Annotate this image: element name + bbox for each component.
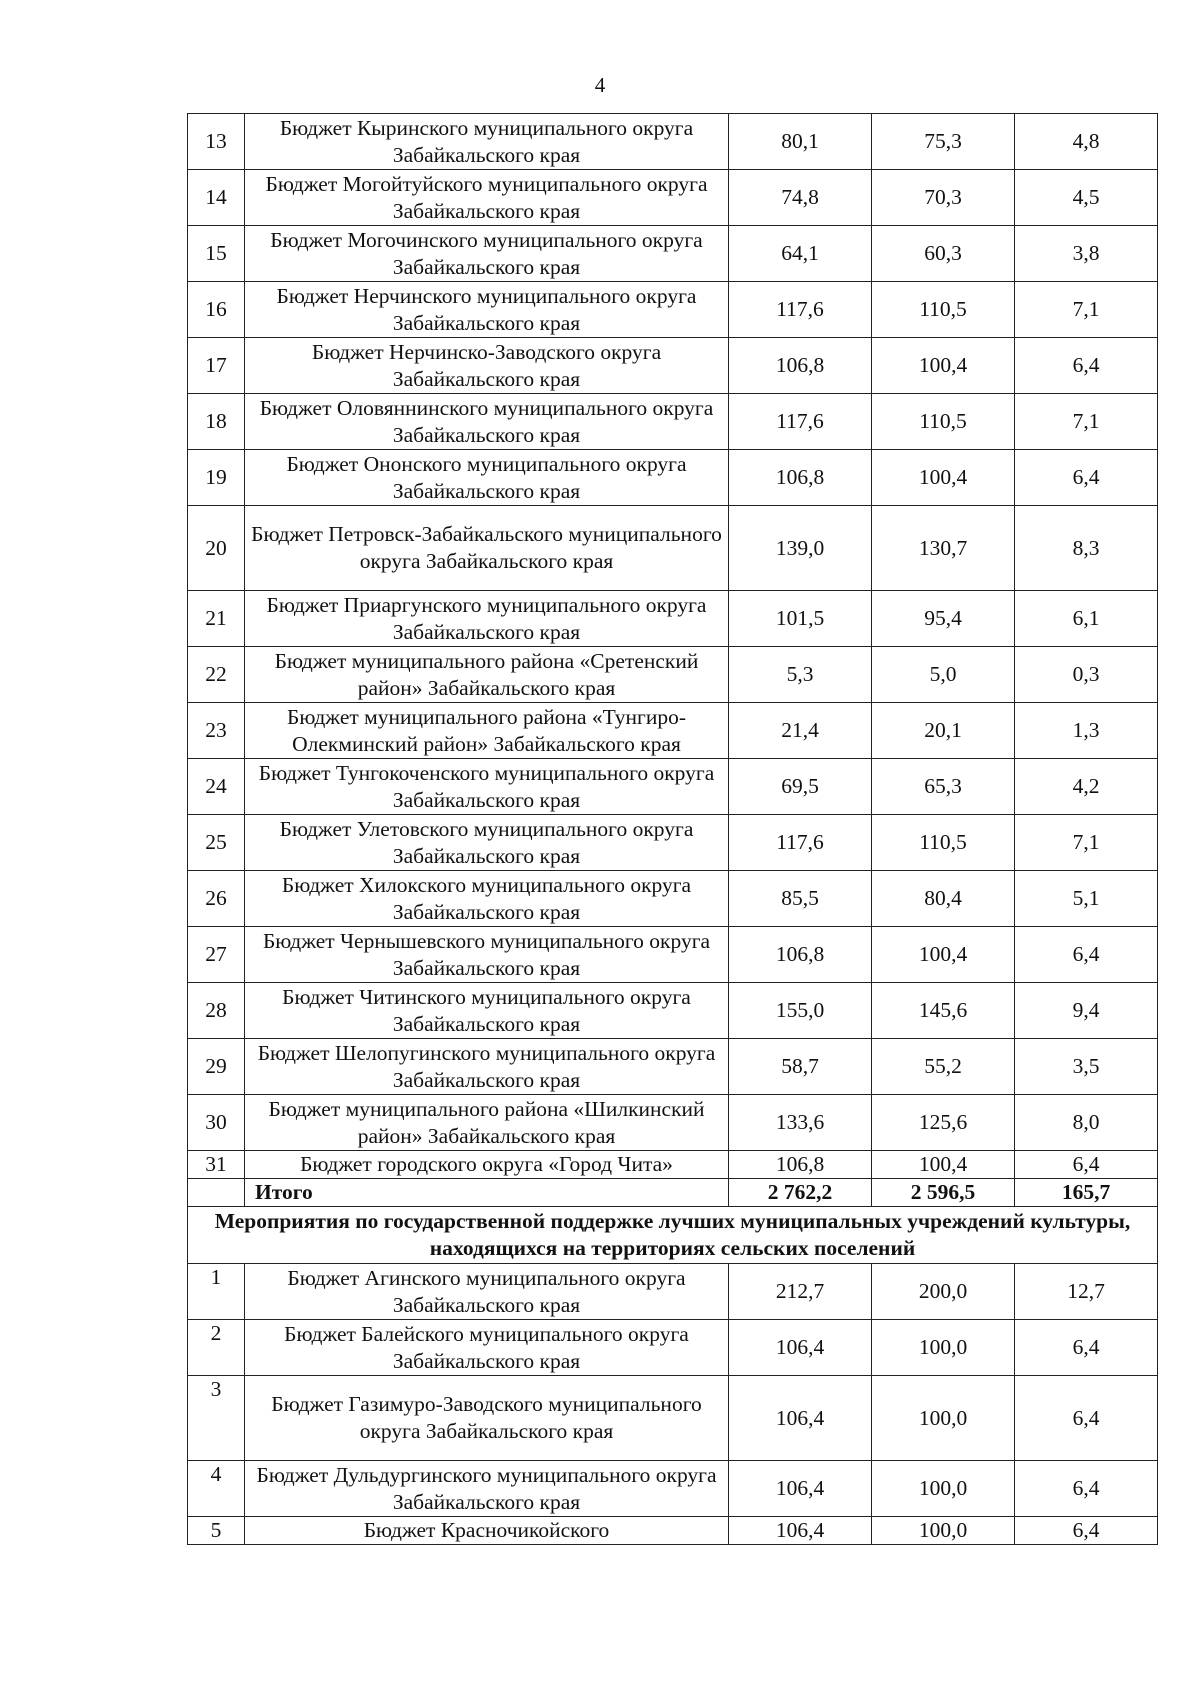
value-total: 117,6 xyxy=(729,815,872,871)
table-row xyxy=(188,1376,1158,1461)
row-number: 4 xyxy=(188,1461,245,1517)
table-row xyxy=(188,1517,1158,1545)
table-row xyxy=(188,506,1158,591)
value-regional: 4,8 xyxy=(1015,114,1158,170)
value-federal: 55,2 xyxy=(872,1039,1015,1095)
table-row xyxy=(188,1320,1158,1376)
value-total: 5,3 xyxy=(729,647,872,703)
recipient-name: Бюджет Кыринского муниципального округа Забайкальского края xyxy=(245,114,729,170)
value-federal: 110,5 xyxy=(872,282,1015,338)
value-regional: 6,1 xyxy=(1015,591,1158,647)
recipient-name: Бюджет Улетовского муниципального округа Забайкальского края xyxy=(245,815,729,871)
recipient-name: Бюджет Красночикойского xyxy=(245,1517,729,1545)
table-row xyxy=(188,759,1158,815)
value-federal: 100,0 xyxy=(872,1517,1015,1545)
table-row xyxy=(188,983,1158,1039)
value-regional: 7,1 xyxy=(1015,394,1158,450)
table-row xyxy=(188,871,1158,927)
value-total: 106,8 xyxy=(729,338,872,394)
row-number: 20 xyxy=(188,506,245,591)
row-number: 19 xyxy=(188,450,245,506)
recipient-name: Бюджет Приаргунского муниципального округа Забайкальского края xyxy=(245,591,729,647)
value-federal: 20,1 xyxy=(872,703,1015,759)
table-row xyxy=(188,1461,1158,1517)
recipient-name: Бюджет муниципального района «Тунгиро-Олекминский район» Забайкальского края xyxy=(245,703,729,759)
recipient-name: Бюджет Ононского муниципального округа Забайкальского края xyxy=(245,450,729,506)
row-number: 30 xyxy=(188,1095,245,1151)
value-regional: 4,5 xyxy=(1015,170,1158,226)
table-row xyxy=(188,927,1158,983)
total-value-total: 2 762,2 xyxy=(729,1179,872,1207)
recipient-name: Бюджет Читинского муниципального округа Забайкальского края xyxy=(245,983,729,1039)
value-regional: 7,1 xyxy=(1015,282,1158,338)
value-total: 212,7 xyxy=(729,1264,872,1320)
total-value-federal: 2 596,5 xyxy=(872,1179,1015,1207)
value-federal: 100,4 xyxy=(872,338,1015,394)
row-number: 31 xyxy=(188,1151,245,1179)
row-number: 17 xyxy=(188,338,245,394)
value-total: 133,6 xyxy=(729,1095,872,1151)
table-row xyxy=(188,1095,1158,1151)
value-total: 101,5 xyxy=(729,591,872,647)
row-number: 26 xyxy=(188,871,245,927)
value-total: 80,1 xyxy=(729,114,872,170)
page-number: 4 xyxy=(594,73,606,97)
row-number: 2 xyxy=(188,1320,245,1376)
value-federal: 65,3 xyxy=(872,759,1015,815)
value-regional: 3,5 xyxy=(1015,1039,1158,1095)
value-regional: 8,3 xyxy=(1015,506,1158,591)
value-total: 64,1 xyxy=(729,226,872,282)
recipient-name: Бюджет городского округа «Город Чита» xyxy=(245,1151,729,1179)
recipient-name: Бюджет Петровск-Забайкальского муниципального округа Забайкальского края xyxy=(245,506,729,591)
value-regional: 1,3 xyxy=(1015,703,1158,759)
value-total: 106,8 xyxy=(729,1151,872,1179)
value-total: 69,5 xyxy=(729,759,872,815)
recipient-name: Бюджет муниципального района «Сретенский район» Забайкальского края xyxy=(245,647,729,703)
recipient-name: Бюджет Газимуро-Заводского муниципального округа Забайкальского края xyxy=(245,1376,729,1461)
section-heading-row xyxy=(188,1207,1158,1264)
total-row-number xyxy=(188,1179,245,1207)
recipient-name: Бюджет Чернышевского муниципального округа Забайкальского края xyxy=(245,927,729,983)
table-row xyxy=(188,394,1158,450)
table-row xyxy=(188,1264,1158,1320)
value-federal: 100,0 xyxy=(872,1376,1015,1461)
value-federal: 110,5 xyxy=(872,394,1015,450)
row-number: 16 xyxy=(188,282,245,338)
value-total: 106,8 xyxy=(729,450,872,506)
row-number: 22 xyxy=(188,647,245,703)
recipient-name: Бюджет Могочинского муниципального округа Забайкальского края xyxy=(245,226,729,282)
value-regional: 4,2 xyxy=(1015,759,1158,815)
recipient-name: Бюджет Дульдургинского муниципального округа Забайкальского края xyxy=(245,1461,729,1517)
value-regional: 5,1 xyxy=(1015,871,1158,927)
row-number: 23 xyxy=(188,703,245,759)
value-regional: 6,4 xyxy=(1015,1376,1158,1461)
value-total: 106,4 xyxy=(729,1517,872,1545)
recipient-name: Бюджет Нерчинско-Заводского округа Забайкальского края xyxy=(245,338,729,394)
value-total: 74,8 xyxy=(729,170,872,226)
recipient-name: Бюджет Могойтуйского муниципального округа Забайкальского края xyxy=(245,170,729,226)
value-federal: 70,3 xyxy=(872,170,1015,226)
table-row xyxy=(188,1151,1158,1179)
value-federal: 5,0 xyxy=(872,647,1015,703)
table-row xyxy=(188,647,1158,703)
recipient-name: Бюджет муниципального района «Шилкинский район» Забайкальского края xyxy=(245,1095,729,1151)
value-regional: 6,4 xyxy=(1015,338,1158,394)
value-federal: 200,0 xyxy=(872,1264,1015,1320)
value-regional: 9,4 xyxy=(1015,983,1158,1039)
recipient-name: Бюджет Агинского муниципального округа Забайкальского края xyxy=(245,1264,729,1320)
recipient-name: Бюджет Нерчинского муниципального округа Забайкальского края xyxy=(245,282,729,338)
value-federal: 110,5 xyxy=(872,815,1015,871)
value-regional: 3,8 xyxy=(1015,226,1158,282)
value-total: 85,5 xyxy=(729,871,872,927)
section-title: Мероприятия по государственной поддержке лучших муниципальных учреждений культуры, находящихся на территориях сельских поселений xyxy=(188,1207,1158,1264)
value-total: 106,8 xyxy=(729,927,872,983)
value-federal: 100,0 xyxy=(872,1320,1015,1376)
value-regional: 12,7 xyxy=(1015,1264,1158,1320)
total-value-regional: 165,7 xyxy=(1015,1179,1158,1207)
row-number: 28 xyxy=(188,983,245,1039)
value-federal: 60,3 xyxy=(872,226,1015,282)
row-number: 1 xyxy=(188,1264,245,1320)
value-federal: 100,4 xyxy=(872,450,1015,506)
row-number: 29 xyxy=(188,1039,245,1095)
table-row xyxy=(188,282,1158,338)
row-number: 13 xyxy=(188,114,245,170)
value-regional: 8,0 xyxy=(1015,1095,1158,1151)
value-total: 139,0 xyxy=(729,506,872,591)
value-federal: 100,0 xyxy=(872,1461,1015,1517)
table-row xyxy=(188,703,1158,759)
value-total: 106,4 xyxy=(729,1376,872,1461)
value-federal: 75,3 xyxy=(872,114,1015,170)
table-row xyxy=(188,450,1158,506)
value-federal: 80,4 xyxy=(872,871,1015,927)
value-total: 117,6 xyxy=(729,282,872,338)
recipient-name: Бюджет Оловяннинского муниципального округа Забайкальского края xyxy=(245,394,729,450)
row-number: 5 xyxy=(188,1517,245,1545)
value-federal: 125,6 xyxy=(872,1095,1015,1151)
total-label: Итого xyxy=(245,1179,729,1207)
budget-allocation-table xyxy=(187,113,1158,1545)
value-regional: 6,4 xyxy=(1015,1151,1158,1179)
table-row xyxy=(188,591,1158,647)
value-regional: 6,4 xyxy=(1015,1320,1158,1376)
recipient-name: Бюджет Тунгокоченского муниципального округа Забайкальского края xyxy=(245,759,729,815)
row-number: 24 xyxy=(188,759,245,815)
value-federal: 145,6 xyxy=(872,983,1015,1039)
value-regional: 6,4 xyxy=(1015,450,1158,506)
value-federal: 100,4 xyxy=(872,927,1015,983)
row-number: 15 xyxy=(188,226,245,282)
value-total: 106,4 xyxy=(729,1320,872,1376)
table-row xyxy=(188,338,1158,394)
recipient-name: Бюджет Шелопугинского муниципального округа Забайкальского края xyxy=(245,1039,729,1095)
table-row xyxy=(188,114,1158,170)
row-number: 14 xyxy=(188,170,245,226)
recipient-name: Бюджет Хилокского муниципального округа Забайкальского края xyxy=(245,871,729,927)
row-number: 21 xyxy=(188,591,245,647)
table-row xyxy=(188,815,1158,871)
value-federal: 130,7 xyxy=(872,506,1015,591)
value-regional: 6,4 xyxy=(1015,1461,1158,1517)
table-row xyxy=(188,1039,1158,1095)
value-federal: 95,4 xyxy=(872,591,1015,647)
value-total: 106,4 xyxy=(729,1461,872,1517)
table-row xyxy=(188,226,1158,282)
value-regional: 7,1 xyxy=(1015,815,1158,871)
value-total: 117,6 xyxy=(729,394,872,450)
value-regional: 0,3 xyxy=(1015,647,1158,703)
value-regional: 6,4 xyxy=(1015,927,1158,983)
row-number: 3 xyxy=(188,1376,245,1461)
row-number: 18 xyxy=(188,394,245,450)
value-total: 21,4 xyxy=(729,703,872,759)
row-number: 25 xyxy=(188,815,245,871)
table-row xyxy=(188,170,1158,226)
total-row xyxy=(188,1179,1158,1207)
recipient-name: Бюджет Балейского муниципального округа Забайкальского края xyxy=(245,1320,729,1376)
value-federal: 100,4 xyxy=(872,1151,1015,1179)
value-total: 58,7 xyxy=(729,1039,872,1095)
value-regional: 6,4 xyxy=(1015,1517,1158,1545)
value-total: 155,0 xyxy=(729,983,872,1039)
row-number: 27 xyxy=(188,927,245,983)
